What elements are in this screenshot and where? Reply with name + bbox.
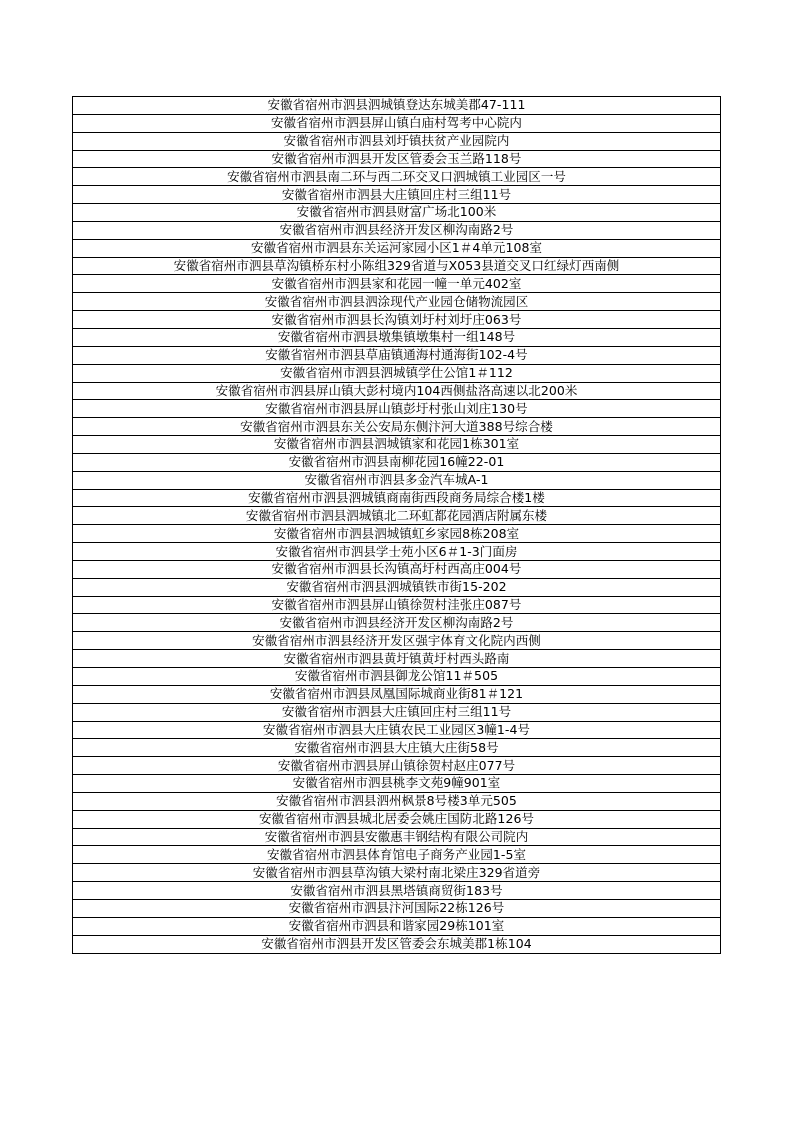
table-row [73, 810, 721, 828]
address-cell: 安徽省宿州市泗县汴河国际22栋126号 [73, 899, 721, 917]
address-cell: 安徽省宿州市泗县墩集镇墩集村一组148号 [73, 328, 721, 346]
address-cell: 安徽省宿州市泗县凤凰国际城商业街81＃121 [73, 685, 721, 703]
address-cell: 安徽省宿州市泗县屏山镇徐贺村洼张庄087号 [73, 596, 721, 614]
address-cell: 安徽省宿州市泗县大庄镇大庄街58号 [73, 739, 721, 757]
table-row [73, 489, 721, 507]
table-row [73, 507, 721, 525]
address-cell: 安徽省宿州市泗县屏山镇彭圩村张山刘庄130号 [73, 400, 721, 418]
address-table-body [73, 97, 721, 954]
table-row [73, 471, 721, 489]
address-cell: 安徽省宿州市泗县桃李文苑9幢901室 [73, 775, 721, 793]
address-cell: 安徽省宿州市泗县泗涂现代产业园仓储物流园区 [73, 293, 721, 311]
table-row [73, 543, 721, 561]
table-row [73, 739, 721, 757]
address-cell: 安徽省宿州市泗县草沟镇大梁村南北梁庄329省道旁 [73, 864, 721, 882]
address-cell: 安徽省宿州市泗县经济开发区柳沟南路2号 [73, 614, 721, 632]
table-row [73, 418, 721, 436]
address-cell: 安徽省宿州市泗县泗城镇铁市街15-202 [73, 578, 721, 596]
table-row [73, 882, 721, 900]
address-cell: 安徽省宿州市泗县东关运河家园小区1＃4单元108室 [73, 239, 721, 257]
table-row [73, 168, 721, 186]
address-cell: 安徽省宿州市泗县黄圩镇黄圩村西头路南 [73, 650, 721, 668]
address-cell: 安徽省宿州市泗县长沟镇刘圩村刘圩庄063号 [73, 311, 721, 329]
address-sheet [72, 96, 721, 954]
address-cell: 安徽省宿州市泗县御龙公馆11＃505 [73, 668, 721, 686]
table-row [73, 703, 721, 721]
table-row [73, 257, 721, 275]
table-row [73, 239, 721, 257]
table-row [73, 293, 721, 311]
table-row [73, 97, 721, 115]
table-row [73, 221, 721, 239]
address-cell: 安徽省宿州市泗县大庄镇回庄村三组11号 [73, 703, 721, 721]
table-row [73, 899, 721, 917]
table-row [73, 382, 721, 400]
table-row [73, 792, 721, 810]
address-cell: 安徽省宿州市泗县长沟镇高圩村西高庄004号 [73, 560, 721, 578]
address-cell: 安徽省宿州市泗县财富广场北100米 [73, 204, 721, 222]
address-table [72, 96, 721, 954]
table-row [73, 917, 721, 935]
address-cell: 安徽省宿州市泗县屏山镇大彭村境内104西侧盐洛高速以北200米 [73, 382, 721, 400]
address-cell: 安徽省宿州市泗县家和花园一幢一单元402室 [73, 275, 721, 293]
table-row [73, 935, 721, 953]
table-row [73, 864, 721, 882]
address-cell: 安徽省宿州市泗县屏山镇徐贺村赵庄077号 [73, 757, 721, 775]
table-row [73, 132, 721, 150]
address-cell: 安徽省宿州市泗县泗城镇北二环虹都花园酒店附属东楼 [73, 507, 721, 525]
table-row [73, 328, 721, 346]
table-row [73, 578, 721, 596]
address-cell: 安徽省宿州市泗县南柳花园16幢22-01 [73, 453, 721, 471]
address-cell: 安徽省宿州市泗县多金汽车城A-1 [73, 471, 721, 489]
table-row [73, 632, 721, 650]
table-row [73, 346, 721, 364]
table-row [73, 400, 721, 418]
table-row [73, 650, 721, 668]
address-cell: 安徽省宿州市泗县学士苑小区6＃1-3门面房 [73, 543, 721, 561]
table-row [73, 668, 721, 686]
address-cell: 安徽省宿州市泗县草庙镇通海村通海街102-4号 [73, 346, 721, 364]
table-row [73, 275, 721, 293]
address-cell: 安徽省宿州市泗县泗城镇家和花园1栋301室 [73, 436, 721, 454]
table-row [73, 364, 721, 382]
address-cell: 安徽省宿州市泗县开发区管委会东城美郡1栋104 [73, 935, 721, 953]
table-row [73, 685, 721, 703]
address-cell: 安徽省宿州市泗县泗城镇登达东城美郡47-111 [73, 97, 721, 115]
table-row [73, 525, 721, 543]
address-cell: 安徽省宿州市泗县和谐家园29栋101室 [73, 917, 721, 935]
address-cell: 安徽省宿州市泗县泗城镇虹乡家园8栋208室 [73, 525, 721, 543]
table-row [73, 757, 721, 775]
address-cell: 安徽省宿州市泗县城北居委会姚庄国防北路126号 [73, 810, 721, 828]
table-row [73, 150, 721, 168]
table-row [73, 775, 721, 793]
address-cell: 安徽省宿州市泗县屏山镇白庙村驾考中心院内 [73, 114, 721, 132]
table-row [73, 436, 721, 454]
address-cell: 安徽省宿州市泗县黑塔镇商贸街183号 [73, 882, 721, 900]
table-row [73, 614, 721, 632]
address-cell: 安徽省宿州市泗县刘圩镇扶贫产业园院内 [73, 132, 721, 150]
address-cell: 安徽省宿州市泗县大庄镇农民工业园区3幢1-4号 [73, 721, 721, 739]
table-row [73, 828, 721, 846]
address-cell: 安徽省宿州市泗县开发区管委会玉兰路118号 [73, 150, 721, 168]
address-cell: 安徽省宿州市泗县泗城镇商南街西段商务局综合楼1楼 [73, 489, 721, 507]
table-row [73, 186, 721, 204]
address-cell: 安徽省宿州市泗县体育馆电子商务产业园1-5室 [73, 846, 721, 864]
table-row [73, 453, 721, 471]
address-cell: 安徽省宿州市泗县大庄镇回庄村三组11号 [73, 186, 721, 204]
table-row [73, 114, 721, 132]
address-cell: 安徽省宿州市泗县泗州枫景8号楼3单元505 [73, 792, 721, 810]
address-cell: 安徽省宿州市泗县草沟镇桥东村小陈组329省道与X053县道交叉口红绿灯西南侧 [73, 257, 721, 275]
table-row [73, 204, 721, 222]
address-cell: 安徽省宿州市泗县经济开发区强宇体育文化院内西侧 [73, 632, 721, 650]
address-cell: 安徽省宿州市泗县南二环与西二环交叉口泗城镇工业园区一号 [73, 168, 721, 186]
address-cell: 安徽省宿州市泗县安徽惠丰钢结构有限公司院内 [73, 828, 721, 846]
table-row [73, 721, 721, 739]
table-row [73, 311, 721, 329]
table-row [73, 596, 721, 614]
table-row [73, 560, 721, 578]
address-cell: 安徽省宿州市泗县经济开发区柳沟南路2号 [73, 221, 721, 239]
address-cell: 安徽省宿州市泗县东关公安局东侧汴河大道388号综合楼 [73, 418, 721, 436]
table-row [73, 846, 721, 864]
address-cell: 安徽省宿州市泗县泗城镇学仕公馆1＃112 [73, 364, 721, 382]
